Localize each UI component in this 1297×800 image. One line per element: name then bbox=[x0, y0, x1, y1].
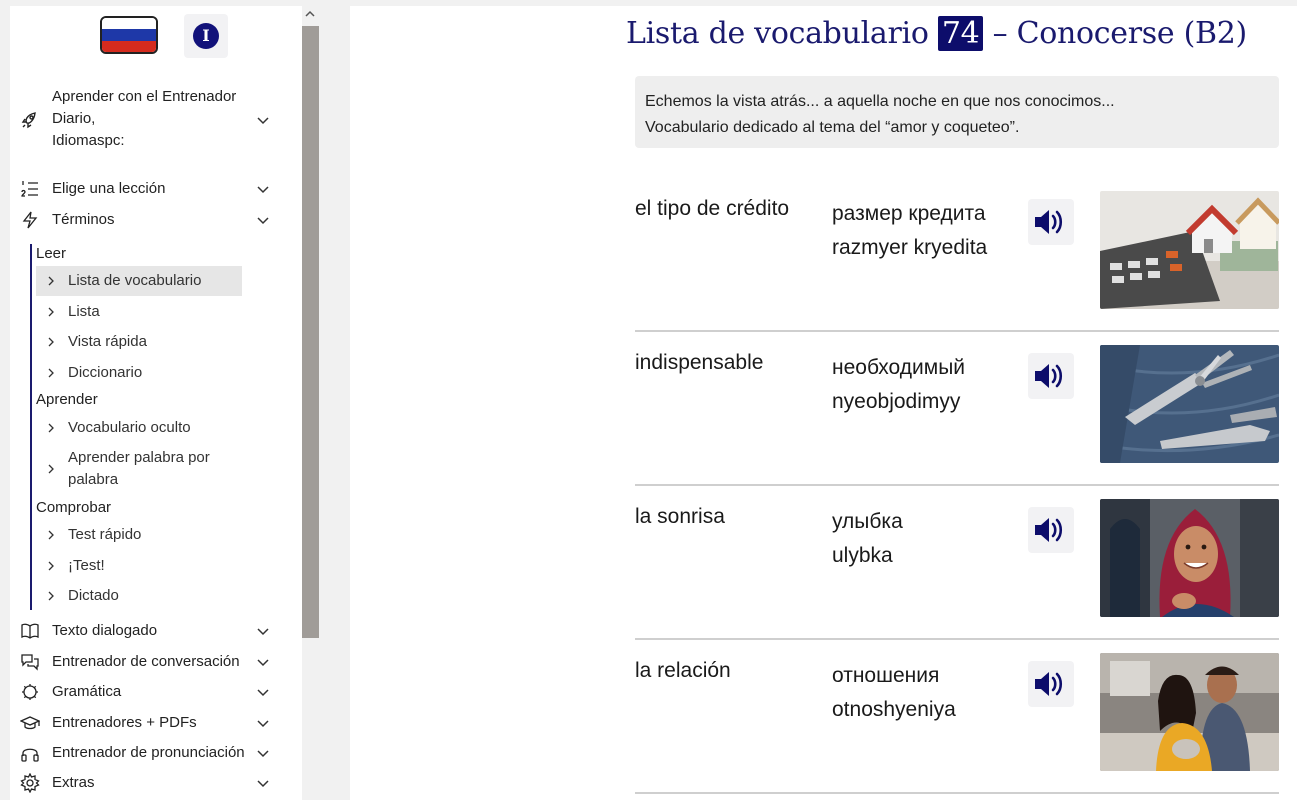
chevron-up-icon bbox=[256, 213, 270, 227]
section-learn: Aprender bbox=[36, 391, 98, 408]
headphones-icon bbox=[20, 743, 40, 763]
transliteration: ulybka bbox=[832, 544, 893, 567]
chevron-down-icon bbox=[256, 655, 270, 669]
rocket-icon bbox=[20, 110, 40, 130]
menu-label: Elige una lección bbox=[52, 180, 166, 197]
speaker-icon bbox=[1033, 207, 1069, 237]
sidebar-scrollbar[interactable] bbox=[302, 6, 319, 800]
menu-label: Gramática bbox=[52, 683, 122, 700]
settings-icon bbox=[20, 773, 40, 793]
chevron-right-icon bbox=[46, 337, 56, 347]
chevron-down-icon bbox=[256, 776, 270, 790]
sidebar-item-vocabulary-list[interactable] bbox=[36, 266, 242, 296]
spanish-word: el tipo de crédito bbox=[635, 197, 790, 220]
chat-icon bbox=[20, 652, 40, 672]
chevron-down-icon bbox=[256, 746, 270, 760]
happy-couple-photo bbox=[1100, 653, 1279, 771]
row-divider bbox=[635, 484, 1279, 486]
gear-cog-icon bbox=[20, 682, 40, 702]
play-audio-button[interactable] bbox=[1028, 507, 1074, 553]
sidebar-item-label: Vista rápida bbox=[68, 333, 147, 350]
trainer-line-3: Idiomaspc: bbox=[52, 132, 125, 149]
russian-word: улыбка bbox=[832, 510, 903, 533]
menu-item-dialogue-text[interactable] bbox=[10, 620, 302, 642]
transliteration: nyeobjodimyy bbox=[832, 390, 961, 413]
chevron-right-icon bbox=[46, 561, 56, 571]
menu-label: Términos bbox=[52, 211, 115, 228]
speaker-icon bbox=[1033, 361, 1069, 391]
sidebar-item-label: Dictado bbox=[68, 587, 119, 604]
lesson-number-badge: 74 bbox=[938, 16, 984, 51]
play-audio-button[interactable] bbox=[1028, 661, 1074, 707]
sidebar-item-label: ¡Test! bbox=[68, 557, 105, 574]
numbered-list-icon bbox=[20, 179, 40, 199]
speaker-icon bbox=[1033, 669, 1069, 699]
russian-flag-icon[interactable] bbox=[100, 16, 158, 54]
vocab-row bbox=[635, 335, 1279, 489]
menu-label: Entrenador de conversación bbox=[52, 653, 240, 670]
russian-word: размер кредита bbox=[832, 202, 986, 225]
sidebar-item-hidden-vocabulary[interactable] bbox=[36, 417, 242, 439]
menu-item-trainers-pdfs[interactable] bbox=[10, 712, 302, 734]
info-button[interactable] bbox=[184, 14, 228, 58]
menu-item-grammar[interactable] bbox=[10, 681, 302, 703]
speaker-icon bbox=[1033, 515, 1069, 545]
row-divider bbox=[635, 330, 1279, 332]
chevron-down-icon bbox=[256, 113, 270, 127]
menu-item-pronunciation-trainer[interactable] bbox=[10, 742, 302, 764]
sidebar-item-quick-test[interactable] bbox=[36, 524, 242, 546]
chevron-right-icon bbox=[46, 276, 56, 286]
chevron-right-icon bbox=[46, 591, 56, 601]
menu-item-conversation-trainer[interactable] bbox=[10, 651, 302, 673]
menu-item-terms[interactable] bbox=[10, 209, 302, 231]
sidebar-item-list[interactable] bbox=[36, 301, 242, 323]
russian-word: необходимый bbox=[832, 356, 966, 379]
trainer-line-1: Aprender con el Entrenador bbox=[52, 88, 237, 105]
calculator-house-money-photo bbox=[1100, 191, 1279, 309]
scrollbar-thumb[interactable] bbox=[302, 26, 319, 638]
intro-line-1: Echemos la vista atrás... a aquella noche en que nos conocimos... bbox=[645, 93, 1115, 110]
chevron-down-icon bbox=[256, 716, 270, 730]
menu-label: Extras bbox=[52, 774, 95, 791]
chevron-down-icon bbox=[256, 685, 270, 699]
russian-translation bbox=[832, 197, 987, 265]
scroll-up-arrow-icon[interactable] bbox=[305, 10, 315, 18]
spanish-word: la relación bbox=[635, 659, 731, 682]
sidebar-item-label: Lista de vocabulario bbox=[68, 272, 202, 289]
chevron-right-icon bbox=[46, 368, 56, 378]
transliteration: razmyer kryedita bbox=[832, 236, 988, 259]
chevron-down-icon bbox=[256, 182, 270, 196]
sidebar-item-word-by-word[interactable] bbox=[36, 447, 242, 491]
spanish-word: indispensable bbox=[635, 351, 764, 374]
russian-translation bbox=[832, 351, 965, 419]
section-check: Comprobar bbox=[36, 499, 112, 516]
section-read: Leer bbox=[36, 245, 67, 262]
sidebar-item-quick-view[interactable] bbox=[36, 331, 242, 353]
sidebar-item-label: Diccionario bbox=[68, 364, 143, 381]
play-audio-button[interactable] bbox=[1028, 353, 1074, 399]
russian-word: отношения bbox=[832, 664, 940, 687]
vocab-row bbox=[635, 181, 1279, 335]
multitool-on-jeans-photo bbox=[1100, 345, 1279, 463]
sidebar-item-dictation[interactable] bbox=[36, 585, 242, 607]
transliteration: otnoshyeniya bbox=[832, 698, 956, 721]
sidebar-item-test[interactable] bbox=[36, 555, 242, 577]
lightning-icon bbox=[20, 210, 40, 230]
page-title bbox=[626, 16, 1247, 51]
play-audio-button[interactable] bbox=[1028, 199, 1074, 245]
chevron-right-icon bbox=[46, 464, 56, 474]
sidebar bbox=[10, 6, 302, 800]
trainer-line-2: Diario, bbox=[52, 110, 96, 127]
sidebar-item-label: Test rápido bbox=[68, 526, 142, 543]
menu-label: Texto dialogado bbox=[52, 622, 158, 639]
graduation-cap-icon bbox=[20, 713, 40, 733]
row-divider bbox=[635, 638, 1279, 640]
menu-item-choose-lesson[interactable] bbox=[10, 178, 302, 200]
intro-box bbox=[635, 76, 1279, 148]
chevron-right-icon bbox=[46, 530, 56, 540]
book-icon bbox=[20, 621, 40, 641]
submenu-indicator bbox=[30, 244, 32, 610]
row-divider bbox=[635, 792, 1279, 794]
chevron-right-icon bbox=[46, 307, 56, 317]
main-content bbox=[350, 6, 1297, 800]
russian-translation bbox=[832, 505, 903, 573]
menu-item-extras[interactable] bbox=[10, 772, 302, 794]
vocab-row bbox=[635, 643, 1279, 797]
sidebar-item-label: Aprender palabra por palabra bbox=[68, 449, 210, 488]
title-prefix: Lista de vocabulario bbox=[626, 16, 929, 51]
chevron-right-icon bbox=[46, 423, 56, 433]
smiling-woman-photo bbox=[1100, 499, 1279, 617]
info-icon: I bbox=[193, 23, 219, 49]
sidebar-item-label: Vocabulario oculto bbox=[68, 419, 191, 436]
russian-translation bbox=[832, 659, 956, 727]
menu-label: Entrenadores + PDFs bbox=[52, 714, 197, 731]
title-suffix: – Conocerse (B2) bbox=[992, 16, 1247, 51]
vocab-row bbox=[635, 489, 1279, 643]
spanish-word: la sonrisa bbox=[635, 505, 725, 528]
intro-line-2: Vocabulario dedicado al tema del “amor y coqueteo”. bbox=[645, 119, 1020, 136]
menu-item-daily-trainer[interactable] bbox=[10, 86, 302, 156]
menu-label: Entrenador de pronunciación bbox=[52, 744, 245, 761]
chevron-down-icon bbox=[256, 624, 270, 638]
sidebar-item-dictionary[interactable] bbox=[36, 362, 242, 384]
sidebar-item-label: Lista bbox=[68, 303, 100, 320]
